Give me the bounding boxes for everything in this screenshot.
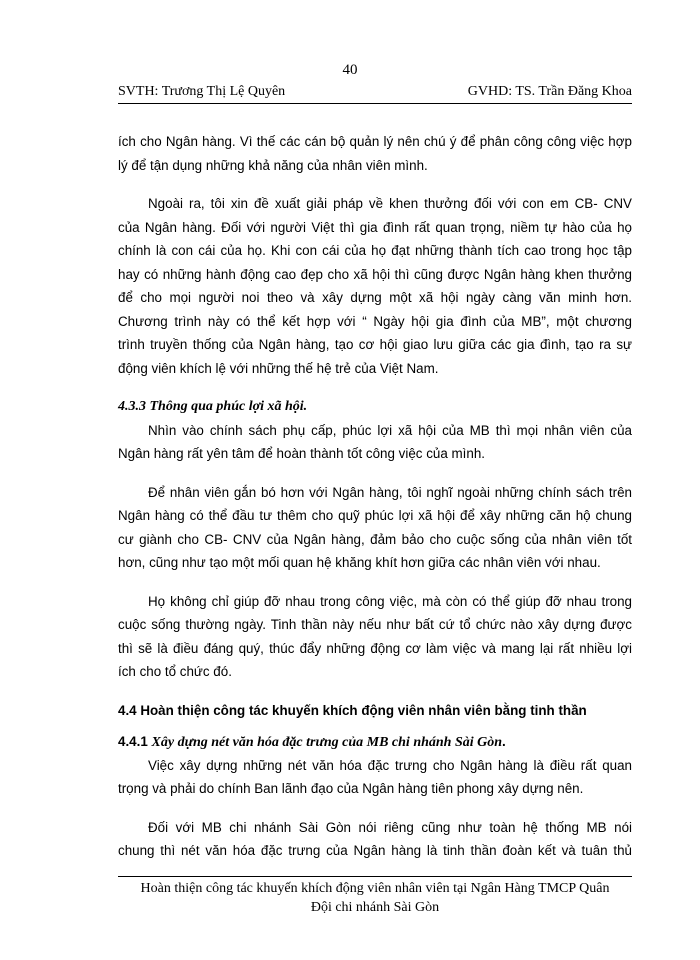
text-line: Để nhân viên gắn bó hơn với Ngân hàng, tôi nghĩ ngoài những chính sách trên [148,484,632,500]
text-line: ích cho Ngân hàng. Vì thế các cán bộ quản lý nên chú ý để phân công công việc hợp [118,134,632,149]
text-line: thì sẽ là điều đáng quý, thúc đẩy những động cơ làm việc và mang lại rất nhiều lợi [118,640,632,656]
text-line: để cho mọi người noi theo và xây dựng một xã hội ngày càng văn minh hơn. [118,290,632,305]
text-line: Họ không chỉ giúp đỡ nhau trong công việc, mà còn có thể giúp đỡ nhau trong [148,593,632,609]
text-line: Đối với MB chi nhánh Sài Gòn nói riêng cũng như toàn hệ thống MB nói [148,819,632,835]
text-line: Ngân hàng rất yên tâm để hoàn thành tốt công việc của mình. [118,446,485,461]
text-line: trình truyền thống của Ngân hàng, tạo cơ hội giao lưu giữa các gia đình, tạo ra sự [118,337,632,352]
header-divider [118,103,632,104]
paragraph [118,590,632,684]
text-line: Ngân hàng có thể đầu tư thêm cho quỹ phúc lợi xã hội để xây những căn hộ chung [118,508,632,523]
text-line: lý để tận dụng những khả năng của nhân viên mình. [118,157,428,173]
paragraph [118,419,632,466]
section-heading-4-4: 4.4 Hoàn thiện công tác khuyến khích động viên nhân viên bằng tinh thần [118,702,587,718]
header-advisor: GVHD: TS. Trần Đăng Khoa [467,84,632,99]
text-line: cuộc sống thường ngày. Tinh thần này nếu như bất cứ tổ chức nào xây dựng được [118,617,632,632]
text-line: của Ngân hàng. Đối với người Việt thì gia đình rất quan trọng, niềm tự hào của họ [118,219,632,235]
text-line: Việc xây dựng những nét văn hóa đặc trưng cho Ngân hàng là điều rất quan [148,757,632,773]
heading-number: 4.4.1 [118,734,152,749]
paragraph [118,130,632,177]
section-heading-4-3-3: 4.3.3 Thông qua phúc lợi xã hội. [118,399,308,414]
text-line: ích cho tổ chức đó. [118,664,232,679]
page-footer [118,879,632,917]
paragraph [118,754,632,801]
footer-line: Hoàn thiện công tác khuyến khích động viên nhân viên tại Ngân Hàng TMCP Quân [140,881,610,896]
text-line: chính là con cái của họ. Khi con cái của họ đạt những thành tích cao trong học tập [118,243,632,258]
paragraph [118,816,632,863]
text-line: động viên khích lệ với những thế hệ trẻ của Việt Nam. [118,360,439,376]
heading-title: Xây dựng nét văn hóa đặc trưng của MB chi nhánh Sài Gòn [151,735,503,750]
section-heading-4-4-1 [118,730,632,754]
text-line: Ngoài ra, tôi xin đề xuất giải pháp về khen thưởng đối với con em CB- CNV [148,196,632,211]
footer-divider [118,876,632,877]
text-line: trọng và phải do chính Ban lãnh đạo của Ngân hàng tiên phong xây dựng nên. [118,781,584,796]
text-line: hơn, cũng như tạo một mối quan hệ khăng khít hơn giữa các nhân viên với nhau. [118,555,601,570]
text-line: Chương trình này có thể kết hợp với “ Ngày hội gia đình của MB”, một chương [118,313,632,329]
footer-line: Đội chi nhánh Sài Gòn [310,900,440,915]
text-line: cư giành cho CB- CNV của Ngân hàng, đảm bảo cho cuộc sống của nhân viên tốt [118,531,632,547]
document-body [118,130,632,863]
paragraph [118,192,632,380]
page-number: 40 [342,62,358,78]
page-header [118,82,632,102]
text-line: chung thì nét văn hóa đặc trưng của Ngân hàng là tinh thần đoàn kết và tuân thủ [118,843,632,858]
paragraph [118,481,632,575]
text-line: Nhìn vào chính sách phụ cấp, phúc lợi xã hội của MB thì mọi nhân viên của [148,422,632,438]
text-line: hay có những hành động cao đẹp cho xã hội thì cũng được Ngân hàng khen thưởng [118,266,632,282]
header-student: SVTH: Trương Thị Lệ Quyên [118,84,286,99]
heading-period: . [502,734,506,749]
